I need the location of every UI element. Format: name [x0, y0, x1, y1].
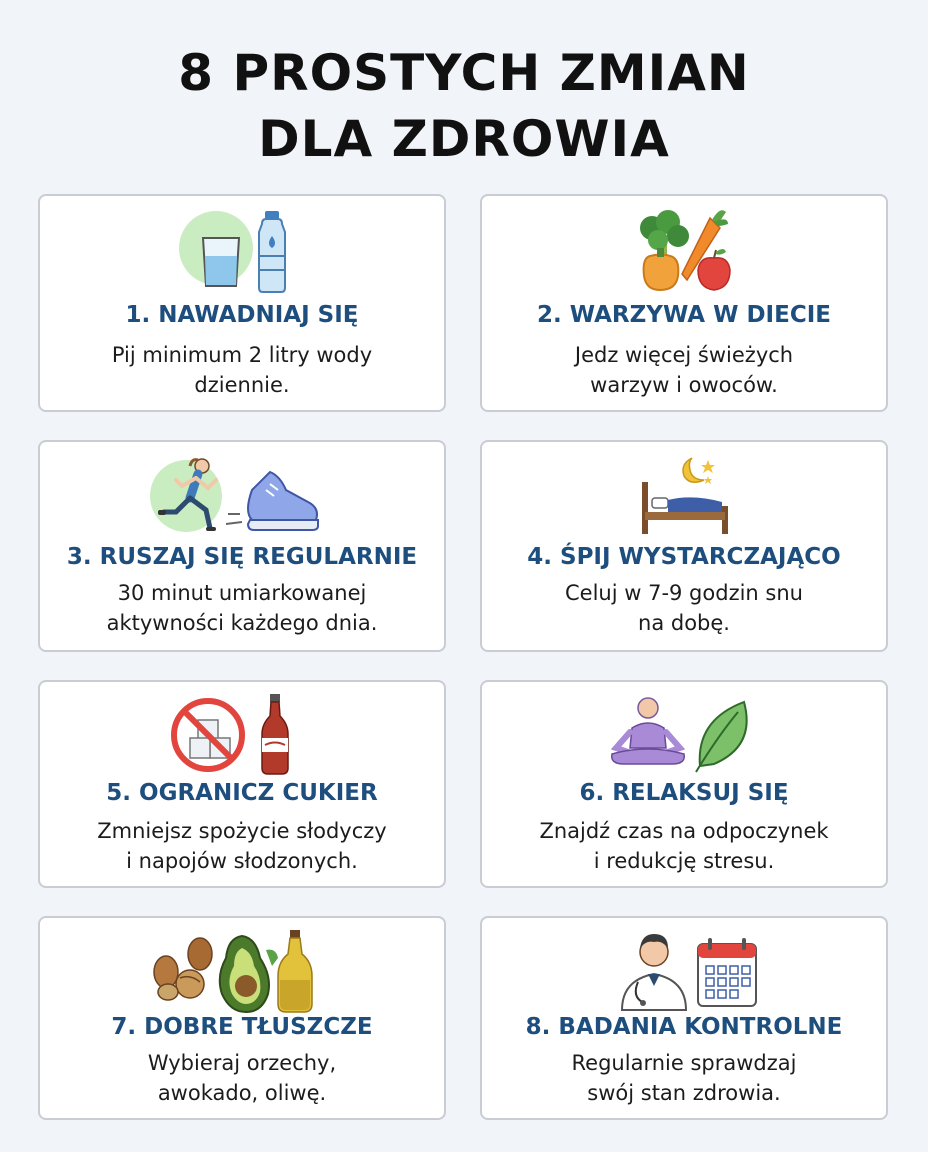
- description-line-2: i napojów słodzonych.: [126, 849, 358, 873]
- leaf-icon: [696, 702, 747, 772]
- runner-icon: [150, 459, 222, 532]
- water-glass-icon: [179, 211, 253, 286]
- card-heading: 4. ŚPIJ WYSTARCZAJĄCO: [527, 544, 841, 570]
- card-heading: 1. NAWADNIAJ SIĘ: [125, 302, 359, 328]
- card-icons: [482, 450, 886, 542]
- title-line-2: DLA ZDROWIA: [258, 110, 670, 168]
- bed-icon: [642, 482, 728, 534]
- tip-card-relax: [480, 680, 888, 888]
- description-line-1: Celuj w 7-9 godzin snu: [565, 581, 803, 605]
- tip-card-vegetables: [480, 194, 888, 412]
- card-description: [482, 1048, 886, 1108]
- title-line-1: 8 PROSTYCH ZMIAN: [178, 44, 750, 102]
- tip-card-sleep: [480, 440, 888, 652]
- doctor-icon: [622, 934, 686, 1010]
- tip-card-sugar: [38, 680, 446, 888]
- moon-icon: [683, 458, 704, 482]
- card-heading: 7. DOBRE TŁUSZCZE: [111, 1014, 373, 1040]
- water-bottle-icon: [259, 211, 285, 292]
- card-description: [482, 816, 886, 876]
- card-description: [40, 340, 444, 400]
- description-line-2: warzyw i owoców.: [590, 373, 778, 397]
- card-description: [40, 578, 444, 638]
- card-icons: [482, 206, 886, 298]
- card-icons: [40, 690, 444, 782]
- card-heading: 5. OGRANICZ CUKIER: [106, 780, 378, 806]
- card-heading: 2. WARZYWA W DIECIE: [537, 302, 831, 328]
- description-line-2: i redukcję stresu.: [593, 849, 775, 873]
- description-line-2: dziennie.: [194, 373, 290, 397]
- card-icons: [40, 450, 444, 542]
- sneaker-icon: [226, 472, 318, 530]
- description-line-1: 30 minut umiarkowanej: [117, 581, 367, 605]
- olive-oil-icon: [278, 930, 312, 1012]
- card-heading: 8. BADANIA KONTROLNE: [525, 1014, 843, 1040]
- meditation-icon: [612, 698, 685, 764]
- calendar-icon: [698, 938, 756, 1006]
- card-icons: [482, 690, 886, 782]
- nuts-icon: [154, 938, 212, 1000]
- description-line-2: na dobę.: [638, 611, 730, 635]
- soda-bottle-icon: [262, 694, 288, 774]
- card-icons: [40, 926, 444, 1018]
- description-line-2: swój stan zdrowia.: [587, 1081, 781, 1105]
- no-sugar-icon: [174, 701, 242, 769]
- description-line-1: Wybieraj orzechy,: [147, 1051, 337, 1075]
- description-line-2: awokado, oliwę.: [157, 1081, 327, 1105]
- description-line-1: Znajdź czas na odpoczynek: [539, 819, 829, 843]
- description-line-2: aktywności każdego dnia.: [106, 611, 378, 635]
- description-line-1: Pij minimum 2 litry wody: [111, 343, 373, 367]
- card-heading: 6. RELAKSUJ SIĘ: [579, 780, 789, 806]
- tip-card-hydration: [38, 194, 446, 412]
- tip-card-exercise: [38, 440, 446, 652]
- card-description: [482, 340, 886, 400]
- tip-card-checkups: [480, 916, 888, 1120]
- card-icons: [40, 206, 444, 298]
- card-icons: [482, 926, 886, 1018]
- description-line-1: Regularnie sprawdzaj: [571, 1051, 797, 1075]
- tip-card-fats: [38, 916, 446, 1120]
- card-description: [40, 816, 444, 876]
- pepper-icon: [644, 248, 679, 290]
- page-title: [0, 40, 928, 172]
- card-heading: 3. RUSZAJ SIĘ REGULARNIE: [66, 544, 418, 570]
- description-line-1: Zmniejsz spożycie słodyczy: [97, 819, 387, 843]
- card-description: [40, 1048, 444, 1108]
- card-description: [482, 578, 886, 638]
- description-line-1: Jedz więcej świeżych: [574, 343, 794, 367]
- avocado-icon: [220, 936, 278, 1012]
